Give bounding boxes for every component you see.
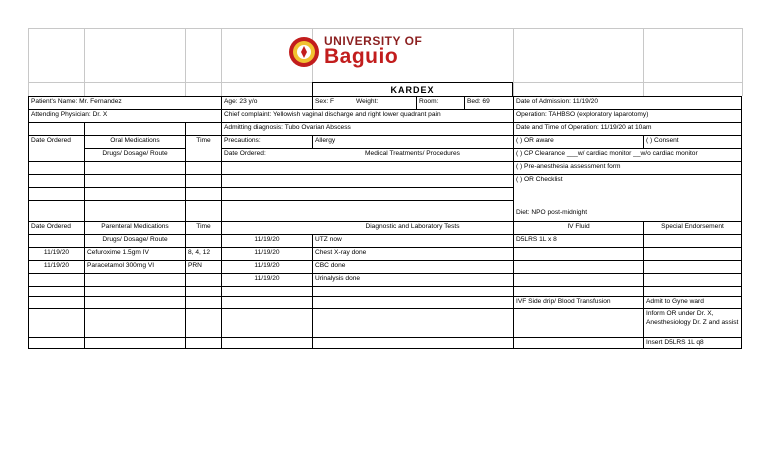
diagnostics-header: Diagnostic and Laboratory Tests — [312, 221, 513, 234]
date-ordered-label: Date Ordered: — [221, 148, 312, 161]
parenteral-blank — [28, 337, 84, 349]
oral-row — [185, 187, 221, 200]
iv-fluid-header: IV Fluid — [513, 221, 643, 234]
logo-line-2: Baguio — [324, 45, 399, 68]
diagnostic-test: Chest X-ray done — [312, 247, 513, 260]
diagnostic-blank — [221, 308, 312, 337]
diagnostic-date: 11/19/20 — [221, 260, 312, 273]
treatment-row — [221, 200, 513, 221]
patient-age: Age: 23 y/o — [221, 96, 312, 109]
parenteral-date: 11/19/20 — [28, 260, 84, 273]
patient-bed: Bed: 69 — [464, 96, 513, 109]
patient-sex: Sex: F — [312, 96, 354, 109]
oral-row — [28, 174, 84, 187]
blank-cell — [185, 122, 221, 135]
blank-cell — [28, 122, 84, 135]
parenteral-blank — [84, 296, 185, 308]
parenteral-time: PRN — [185, 260, 221, 273]
patient-room: Room: — [416, 96, 464, 109]
parenteral-blank — [84, 337, 185, 349]
parenteral-blank — [185, 234, 221, 247]
gridline — [28, 28, 29, 96]
oral-col-medications: Oral Medications — [84, 135, 185, 148]
ivf-side-drip: IVF Side drip/ Blood Transfusion — [513, 296, 643, 308]
diagnostic-blank — [221, 286, 312, 296]
pre-anesthesia: ( ) Pre-anesthesia assessment form — [513, 161, 742, 174]
attending-physician: Attending Physician: Dr. X — [28, 109, 221, 122]
gridline — [742, 28, 743, 96]
oral-row — [185, 174, 221, 187]
operation-date: Date and Time of Operation: 11/19/20 at 10am — [513, 122, 742, 135]
university-seal-icon — [288, 36, 320, 68]
operation: Operation: TAHBSO (exploratory laparotomy) — [513, 109, 742, 122]
consent: ( ) Consent — [643, 135, 742, 148]
gridline — [84, 28, 85, 96]
parenteral-blank — [28, 273, 84, 286]
gridline — [185, 28, 186, 96]
oral-row — [28, 161, 84, 174]
university-logo — [288, 34, 448, 70]
diagnostic-date: 11/19/20 — [221, 273, 312, 286]
oral-row — [28, 200, 84, 221]
oral-row — [185, 161, 221, 174]
oral-row — [84, 200, 185, 221]
gridline — [643, 28, 644, 96]
iv-fluid-blank — [513, 308, 643, 337]
parenteral-blank — [28, 308, 84, 337]
blank-cell — [84, 122, 185, 135]
chief-complaint: Chief complaint: Yellowish vaginal discharge and right lower quadrant pain — [221, 109, 513, 122]
parenteral-blank — [28, 296, 84, 308]
iv-fluid-blank — [513, 273, 643, 286]
parenteral-blank — [185, 273, 221, 286]
endorsement-blank — [643, 273, 742, 286]
treatments-header: Medical Treatments/ Procedures — [312, 148, 513, 161]
patient-weight: Weight: — [354, 96, 416, 109]
endorsement-blank — [643, 260, 742, 273]
checklist-blank — [513, 187, 742, 200]
iv-fluid-value: D5LRS 1L x 8 — [513, 234, 643, 247]
treatment-row — [221, 161, 513, 174]
gridline — [28, 28, 742, 29]
checklist-blank — [513, 200, 742, 208]
oral-row — [84, 187, 185, 200]
parenteral-blank — [185, 337, 221, 349]
endorsement-blank — [643, 234, 742, 247]
parenteral-blank — [185, 286, 221, 296]
or-aware: ( ) OR aware — [513, 135, 643, 148]
diagnostic-test: UTZ now — [312, 234, 513, 247]
treatment-row — [221, 174, 513, 187]
precautions: Precautions: — [221, 135, 312, 148]
diagnostic-blank — [221, 337, 312, 349]
parenteral-blank — [28, 286, 84, 296]
diagnostic-date-header — [221, 221, 312, 234]
oral-row — [84, 161, 185, 174]
iv-fluid-blank — [513, 337, 643, 349]
page-title: KARDEX — [312, 82, 513, 97]
parenteral-drug: Paracetamol 300mg VI — [84, 260, 185, 273]
oral-row — [84, 174, 185, 187]
parenteral-time: 8, 4, 12 — [185, 247, 221, 260]
diagnostic-blank — [312, 337, 513, 349]
oral-col-date: Date Ordered — [28, 135, 84, 161]
parenteral-blank — [185, 296, 221, 308]
parenteral-col-drugs: Drugs/ Dosage/ Route — [84, 234, 185, 247]
diagnostic-blank — [312, 308, 513, 337]
admit-endorsement: Admit to Gyne ward — [643, 296, 742, 308]
parenteral-blank — [84, 308, 185, 337]
diagnostic-date: 11/19/20 — [221, 234, 312, 247]
parenteral-col-medications: Parenteral Medications — [84, 221, 185, 234]
oral-row — [28, 187, 84, 200]
parenteral-blank — [84, 286, 185, 296]
diagnostic-date: 11/19/20 — [221, 247, 312, 260]
admission-date: Date of Admission: 11/19/20 — [513, 96, 742, 109]
parenteral-date: 11/19/20 — [28, 247, 84, 260]
iv-fluid-blank — [513, 286, 643, 296]
parenteral-blank — [185, 308, 221, 337]
endorsement-header: Special Endorsement — [643, 221, 742, 234]
gridline — [513, 28, 514, 96]
parenteral-blank — [28, 234, 84, 247]
iv-fluid-blank — [513, 247, 643, 260]
cp-clearance: ( ) CP Clearance ___w/ cardiac monitor __w/o cardiac monitor — [513, 148, 742, 161]
iv-fluid-blank — [513, 260, 643, 273]
inform-or-endorsement: Inform OR under Dr. X, Anesthesiology Dr. Z and assist — [643, 308, 742, 337]
endorsement-blank — [643, 247, 742, 260]
or-checklist: ( ) OR Checklist — [513, 174, 742, 187]
parenteral-blank — [84, 273, 185, 286]
oral-row — [185, 200, 221, 221]
insert-endorsement: Insert D5LRS 1L q8 — [643, 337, 742, 349]
parenteral-drug: Cefuroxime 1.5gm IV — [84, 247, 185, 260]
treatment-row — [221, 187, 513, 200]
allergy: Allergy — [312, 135, 513, 148]
logo-line-1: UNIVERSITY OF — [324, 34, 423, 48]
diagnostic-blank — [221, 296, 312, 308]
admitting-diagnosis: Admitting diagnosis: Tubo Ovarian Abscess — [221, 122, 513, 135]
parenteral-col-date: Date Ordered — [28, 221, 84, 234]
endorsement-blank — [643, 286, 742, 296]
oral-col-time: Time — [185, 135, 221, 161]
gridline — [221, 28, 222, 96]
diet: Diet: NPO post-midnight — [513, 208, 742, 221]
diagnostic-blank — [312, 286, 513, 296]
oral-col-drugs: Drugs/ Dosage/ Route — [84, 148, 185, 161]
diagnostic-blank — [312, 296, 513, 308]
parenteral-col-time: Time — [185, 221, 221, 234]
patient-name: Patient's Name: Mr. Fernandez — [28, 96, 221, 109]
diagnostic-test: CBC done — [312, 260, 513, 273]
diagnostic-test: Urinalysis done — [312, 273, 513, 286]
